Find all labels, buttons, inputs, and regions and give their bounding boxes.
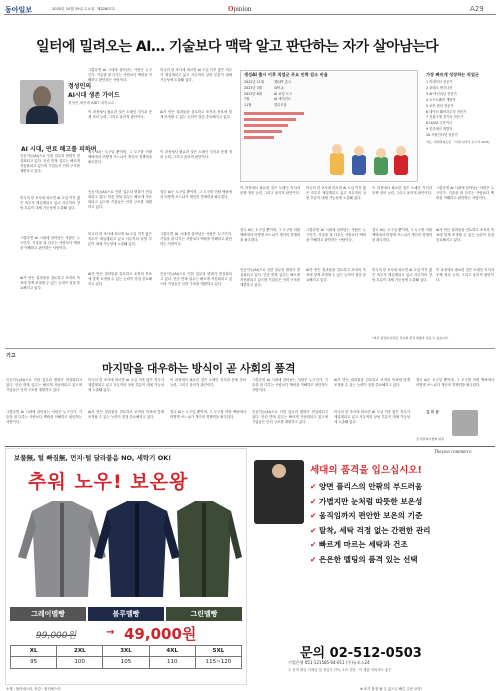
timeline-row: 2023년 3월 GPT-4 <box>244 85 284 90</box>
list-item: 8 UI/UX 디자이너 <box>426 121 453 126</box>
size-header-row: XL 2XL 3XL 4XL 5XL <box>11 646 241 657</box>
timeline-row: 7월 AI 에이전트 <box>244 97 292 102</box>
article-paragraph: 인공지능(AI)으로 인한 업무의 변화가 현실화되고 있다. 단순 반복 업무는 빠르게 자동화되고 있으며 기업들은 인력 구조를 재편하고 있다. <box>6 378 82 392</box>
article-paragraph: 이 과정에서 필요한 것은 도메인 지식과 문제 정의 능력, 그리고 윤리적 판단이다. <box>372 186 432 195</box>
jobs-bar-chart <box>244 112 324 180</box>
article-paragraph: 결국 AI는 도구일 뿐이며, 그 도구를 어떤 맥락에서 어떻게 쓰느냐가 개인의 경쟁력을 좌우한다. <box>372 228 432 242</box>
advertisement-right <box>248 448 495 685</box>
newspaper-logo: 동아일보 <box>5 5 33 14</box>
old-price: 99,000원 <box>36 631 77 641</box>
column-author: 정성민의 <box>68 83 92 90</box>
size-table <box>10 645 242 669</box>
infographic-title: 생성AI 출시 이후 직업군 주요 인력 감소 비율 <box>244 72 328 77</box>
column-label: 기고 <box>6 353 16 359</box>
phone-number: 문의 02-512-0503 <box>300 646 422 661</box>
article-paragraph: 이 과정에서 필요한 것은 도메인 지식과 문제 정의 능력, 그리고 윤리적 판단이다. <box>170 378 246 387</box>
article-paragraph: 그렇다면 AI 시대에 살아남는 사람은 누구인가. 기술을 잘 다루는 사람보다 맥락을 이해하고 판단하는 사람이다. <box>6 410 82 424</box>
timeline-table <box>244 80 292 109</box>
feature-item: ✔ 가볍지만 눈처럼 따뜻한 보온성 <box>310 496 423 506</box>
list-item: 3 AI·머신러닝 전문가 <box>426 91 457 96</box>
article-paragraph: AI가 만든 결과물을 검토하고 조직의 목표에 맞게 조정할 수 있는 능력이 점점 중요해지고 있다. <box>436 228 494 242</box>
arrow-icon: → <box>106 627 115 638</box>
check-icon: ✔ <box>310 482 317 491</box>
ad-headline: 세대의 품격을 입으십시오! <box>310 465 422 476</box>
article-paragraph: 이 과정에서 필요한 것은 도메인 지식과 문제 정의 능력, 그리고 윤리적 판단이다. <box>88 110 152 119</box>
article-paragraph: 그렇다면 AI 시대에 살아남는 사람은 누구인가. 기술을 잘 다루는 사람보다 맥락을 이해하고 판단하는 사람이다. <box>20 236 80 250</box>
check-icon: ✔ <box>310 554 317 564</box>
article-paragraph: 미국의 한 조사에 따르면 AI 도입 이후 많은 직무가 재설계되고 있고 사무직의 상당 부분이 대체 가능성에 노출돼 있다. <box>306 186 366 200</box>
timeline-row: 2022년 11월 챗GPT 출시 <box>244 80 292 84</box>
feature-item: ✔ 움직임까지 편안한 보온의 기준 <box>310 511 423 520</box>
column-title: AI시대 생존 가이드 <box>68 92 120 99</box>
feature-item: ✔ 양면 플리스의 안팎의 부드러움 <box>310 482 423 491</box>
list-item: 4 소프트웨어 개발자 <box>426 97 456 102</box>
order-notes: 주 문의 평일 이메일 및 영업사 단독, 1차 상담 · 이 제품 이외에도 좋은 <box>288 668 392 672</box>
article-paragraph: 결국 AI는 도구일 뿐이며, 그 도구를 어떤 맥락에서 어떻게 쓰느냐가 개인의 경쟁력을 좌우한다. <box>160 190 232 199</box>
feature-item: ✔ 탈착, 세탁 걱정 없는 간편한 관리 <box>310 525 431 535</box>
author-affiliation: 정성민 세종대 AIBT 대학교수 <box>68 101 115 105</box>
ad-headline: 추워 노우! 보온왕 <box>28 471 189 493</box>
model-photo <box>254 460 304 524</box>
article-paragraph: AI가 만든 결과물을 검토하고 조직의 목표에 맞게 조정할 수 있는 능력이 점점 중요해지고 있다. <box>88 272 152 286</box>
article-paragraph: 결국 AI는 도구일 뿐이며, 그 도구를 어떤 맥락에서 어떻게 쓰느냐가 개인의 경쟁력을 좌우한다. <box>88 150 152 164</box>
advertisement-left <box>5 448 247 685</box>
article-paragraph: 미국의 한 조사에 따르면 AI 도입 이후 많은 직무가 재설계되고 있고 사무직의 상당 부분이 대체 가능성에 노출돼 있다. <box>372 268 432 282</box>
timeline-row: 2023년 6월 AI 코딩 도구 <box>244 91 293 96</box>
jacket-images <box>12 497 242 601</box>
article-paragraph: 미국의 한 조사에 따르면 AI 도입 이후 많은 직무가 재설계되고 있고 사무직의 상당 부분이 대체 가능성에 노출돼 있다. <box>88 232 152 246</box>
timeline-row: 11월 멀티모달 <box>244 103 287 108</box>
article-paragraph: 인공지능(AI)으로 인한 업무의 변화가 현실화되고 있다. 단순 반복 업무는 빠르게 자동화되고 있으며 기업들은 인력 구조를 재편하고 있다. <box>88 190 152 209</box>
article-kicker: AI 시대, 연료 해고를 피하며 <box>21 146 97 153</box>
article-paragraph: 인공지능(AI)으로 인한 업무의 변화가 현실화되고 있다. 단순 반복 업무는 빠르게 자동화되고 있으며 기업들은 인력 구조를 재편하고 있다. <box>160 272 232 286</box>
infographic-source: 자료: 세계경제포럼 「미래 일자리 보고서 2025」 <box>426 140 492 144</box>
green-jacket-icon <box>177 501 242 597</box>
article-headline: 마지막을 대우하는 방식이 곧 사회의 품격 <box>102 362 296 375</box>
growth-jobs-list <box>426 80 466 139</box>
section-divider <box>5 348 495 349</box>
color-option-grey: 그레이멜빵 <box>10 607 86 621</box>
issue-date: 2025년 10월 29일 수요일 제32807호 <box>52 7 116 11</box>
color-option-green: 그린멜빵 <box>166 607 242 621</box>
article-paragraph: 미국의 한 조사에 따르면 AI 도입 이후 많은 직무가 재설계되고 있고 사무직의 상당 부분이 대체 가능성에 노출돼 있다. <box>20 196 80 210</box>
growth-jobs-title: 가장 빠르게 성장하는 직업군 <box>426 72 479 77</box>
article-paragraph: 인공지능(AI)으로 인한 업무의 변화가 현실화되고 있다. 단순 반복 업무는 빠르게 자동화되고 있으며 기업들은 인력 구조를 재편하고 있다. <box>240 268 300 287</box>
article-paragraph: 미국의 한 조사에 따르면 AI 도입 이후 많은 직무가 재설계되고 있고 사무직의 상당 부분이 대체 가능성에 노출돼 있다. <box>160 68 232 82</box>
size-value-row: 95 100 105 110 115~120 <box>11 657 241 668</box>
feature-list <box>310 480 492 567</box>
author-affiliation: 전 대한의사협회 위원 <box>416 437 444 441</box>
ad-material-info: 소재 : 폴리에스터, 안감 : 폴리에스터 <box>6 687 61 691</box>
article-paragraph: 인공지능(AI)으로 인한 업무의 변화가 현실화되고 있다. 단순 반복 업무는 빠르게 자동화되고 있으며 기업들은 인력 구조를 재편하고 있다. <box>20 154 80 173</box>
article-paragraph: AI가 만든 결과물을 검토하고 조직의 목표에 맞게 조정할 수 있는 능력이 점점 중요해지고 있다. <box>160 110 232 119</box>
author-photo <box>20 80 64 124</box>
section-title: Opinion <box>228 5 252 13</box>
list-item: 6 데이터 웨어하우징 전문가 <box>426 109 467 114</box>
ad-tagline: 보풀無, 털 빠짐無, 먼지·털 달라붙음 NO, 세탁기 OK! <box>14 454 172 462</box>
page-number: A29 <box>470 5 484 13</box>
sale-price: 49,000원 <box>124 625 197 643</box>
bank-info: 기업은행 051-121585-04-011 (주)뉴포스24 <box>288 660 370 665</box>
article-paragraph: 그렇다면 AI 시대에 살아남는 사람은 누구인가. 기술을 잘 다루는 사람보다 맥락을 이해하고 판단하는 사람이다. <box>306 228 366 242</box>
article-paragraph: AI가 만든 결과물을 검토하고 조직의 목표에 맞게 조정할 수 있는 능력이 점점 중요해지고 있다. <box>334 378 410 387</box>
feature-item: ✔ 빠르게 마르는 세탁과 건조 <box>310 540 408 549</box>
color-option-blue: 블루멜빵 <box>88 607 164 621</box>
article-paragraph: 미국의 한 조사에 따르면 AI 도입 이후 많은 직무가 재설계되고 있고 사무직의 상당 부분이 대체 가능성에 노출돼 있다. <box>334 410 410 424</box>
grey-jacket-icon <box>18 501 106 597</box>
article-paragraph: 이 과정에서 필요한 것은 도메인 지식과 문제 정의 능력, 그리고 윤리적 판단이다. <box>240 186 300 195</box>
ad-warning: ※ 조기 품절 될 수 있으니 빠른 주문 요망! <box>360 687 422 691</box>
blue-jacket-icon <box>94 501 180 597</box>
article-paragraph: 그렇다면 AI 시대에 살아남는 사람은 누구인가. 기술을 잘 다루는 사람보다 맥락을 이해하고 판단하는 사람이다. <box>160 232 232 246</box>
article-paragraph: 그렇다면 AI 시대에 살아남는 사람은 누구인가. 기술을 잘 다루는 사람보다 맥락을 이해하고 판단하는 사람이다. <box>88 68 152 82</box>
disclaimer-note: *외부 필진의 칼럼은 본보의 편집 방향과 다를 수 있습니다. <box>372 336 449 340</box>
article-paragraph: 결국 AI는 도구일 뿐이며, 그 도구를 어떤 맥락에서 어떻게 쓰느냐가 개인의 경쟁력을 좌우한다. <box>240 228 300 242</box>
ad-divider <box>5 446 495 447</box>
article-paragraph: 그렇다면 AI 시대에 살아남는 사람은 누구인가. 기술을 잘 다루는 사람보다 맥락을 이해하고 판단하는 사람이다. <box>252 378 328 392</box>
check-icon: ✔ <box>310 511 317 520</box>
list-item: 2 핀테크 엔지니어 <box>426 85 453 90</box>
list-item: 5 보안 관리 전문가 <box>426 103 454 108</box>
feature-item: ✔ 은은한 멜팅의 품격 있는 선택 <box>310 554 418 564</box>
article-paragraph: 미국의 한 조사에 따르면 AI 도입 이후 많은 직무가 재설계되고 있고 사무직의 상당 부분이 대체 가능성에 노출돼 있다. <box>88 378 164 392</box>
article-paragraph: 그렇다면 AI 시대에 살아남는 사람은 누구인가. 기술을 잘 다루는 사람보다 맥락을 이해하고 판단하는 사람이다. <box>436 186 494 200</box>
list-item: 10 사물인터넷 전문가 <box>426 133 458 138</box>
column-author: 김 미 균 <box>426 410 439 414</box>
list-item: 9 블록체인 개발자 <box>426 127 453 132</box>
brand-logo: Thesion commerce <box>434 450 472 455</box>
article-headline: 일터에 밀려오는 AI… 기술보다 맥락 알고 판단하는 자가 살아남는다 <box>36 39 439 55</box>
check-icon: ✔ <box>310 540 317 549</box>
check-icon: ✔ <box>310 496 317 506</box>
article-paragraph: 결국 AI는 도구일 뿐이며, 그 도구를 어떤 맥락에서 어떻게 쓰느냐가 개인의 경쟁력을 좌우한다. <box>170 410 246 419</box>
office-workers-illustration <box>324 143 414 181</box>
article-paragraph: 인공지능(AI)으로 인한 업무의 변화가 현실화되고 있다. 단순 반복 업무는 빠르게 자동화되고 있으며 기업들은 인력 구조를 재편하고 있다. <box>252 410 328 424</box>
check-icon: ✔ <box>310 525 317 535</box>
article-paragraph: 이 과정에서 필요한 것은 도메인 지식과 문제 정의 능력, 그리고 윤리적 판단이다. <box>436 268 494 282</box>
article-paragraph: 이 과정에서 필요한 것은 도메인 지식과 문제 정의 능력, 그리고 윤리적 판단이다. <box>160 150 232 159</box>
article-paragraph: AI가 만든 결과물을 검토하고 조직의 목표에 맞게 조정할 수 있는 능력이 점점 중요해지고 있다. <box>20 276 80 290</box>
article-paragraph: AI가 만든 결과물을 검토하고 조직의 목표에 맞게 조정할 수 있는 능력이 점점 중요해지고 있다. <box>88 410 164 419</box>
list-item: 1 빅데이터 전문가 <box>426 80 453 84</box>
article-paragraph: 결국 AI는 도구일 뿐이며, 그 도구를 어떤 맥락에서 어떻게 쓰느냐가 개인의 경쟁력을 좌우한다. <box>416 378 494 387</box>
article-paragraph: AI가 만든 결과물을 검토하고 조직의 목표에 맞게 조정할 수 있는 능력이 점점 중요해지고 있다. <box>306 268 366 282</box>
list-item: 7 자율주행 전기차 전문가 <box>426 115 464 120</box>
author-photo <box>452 410 478 436</box>
